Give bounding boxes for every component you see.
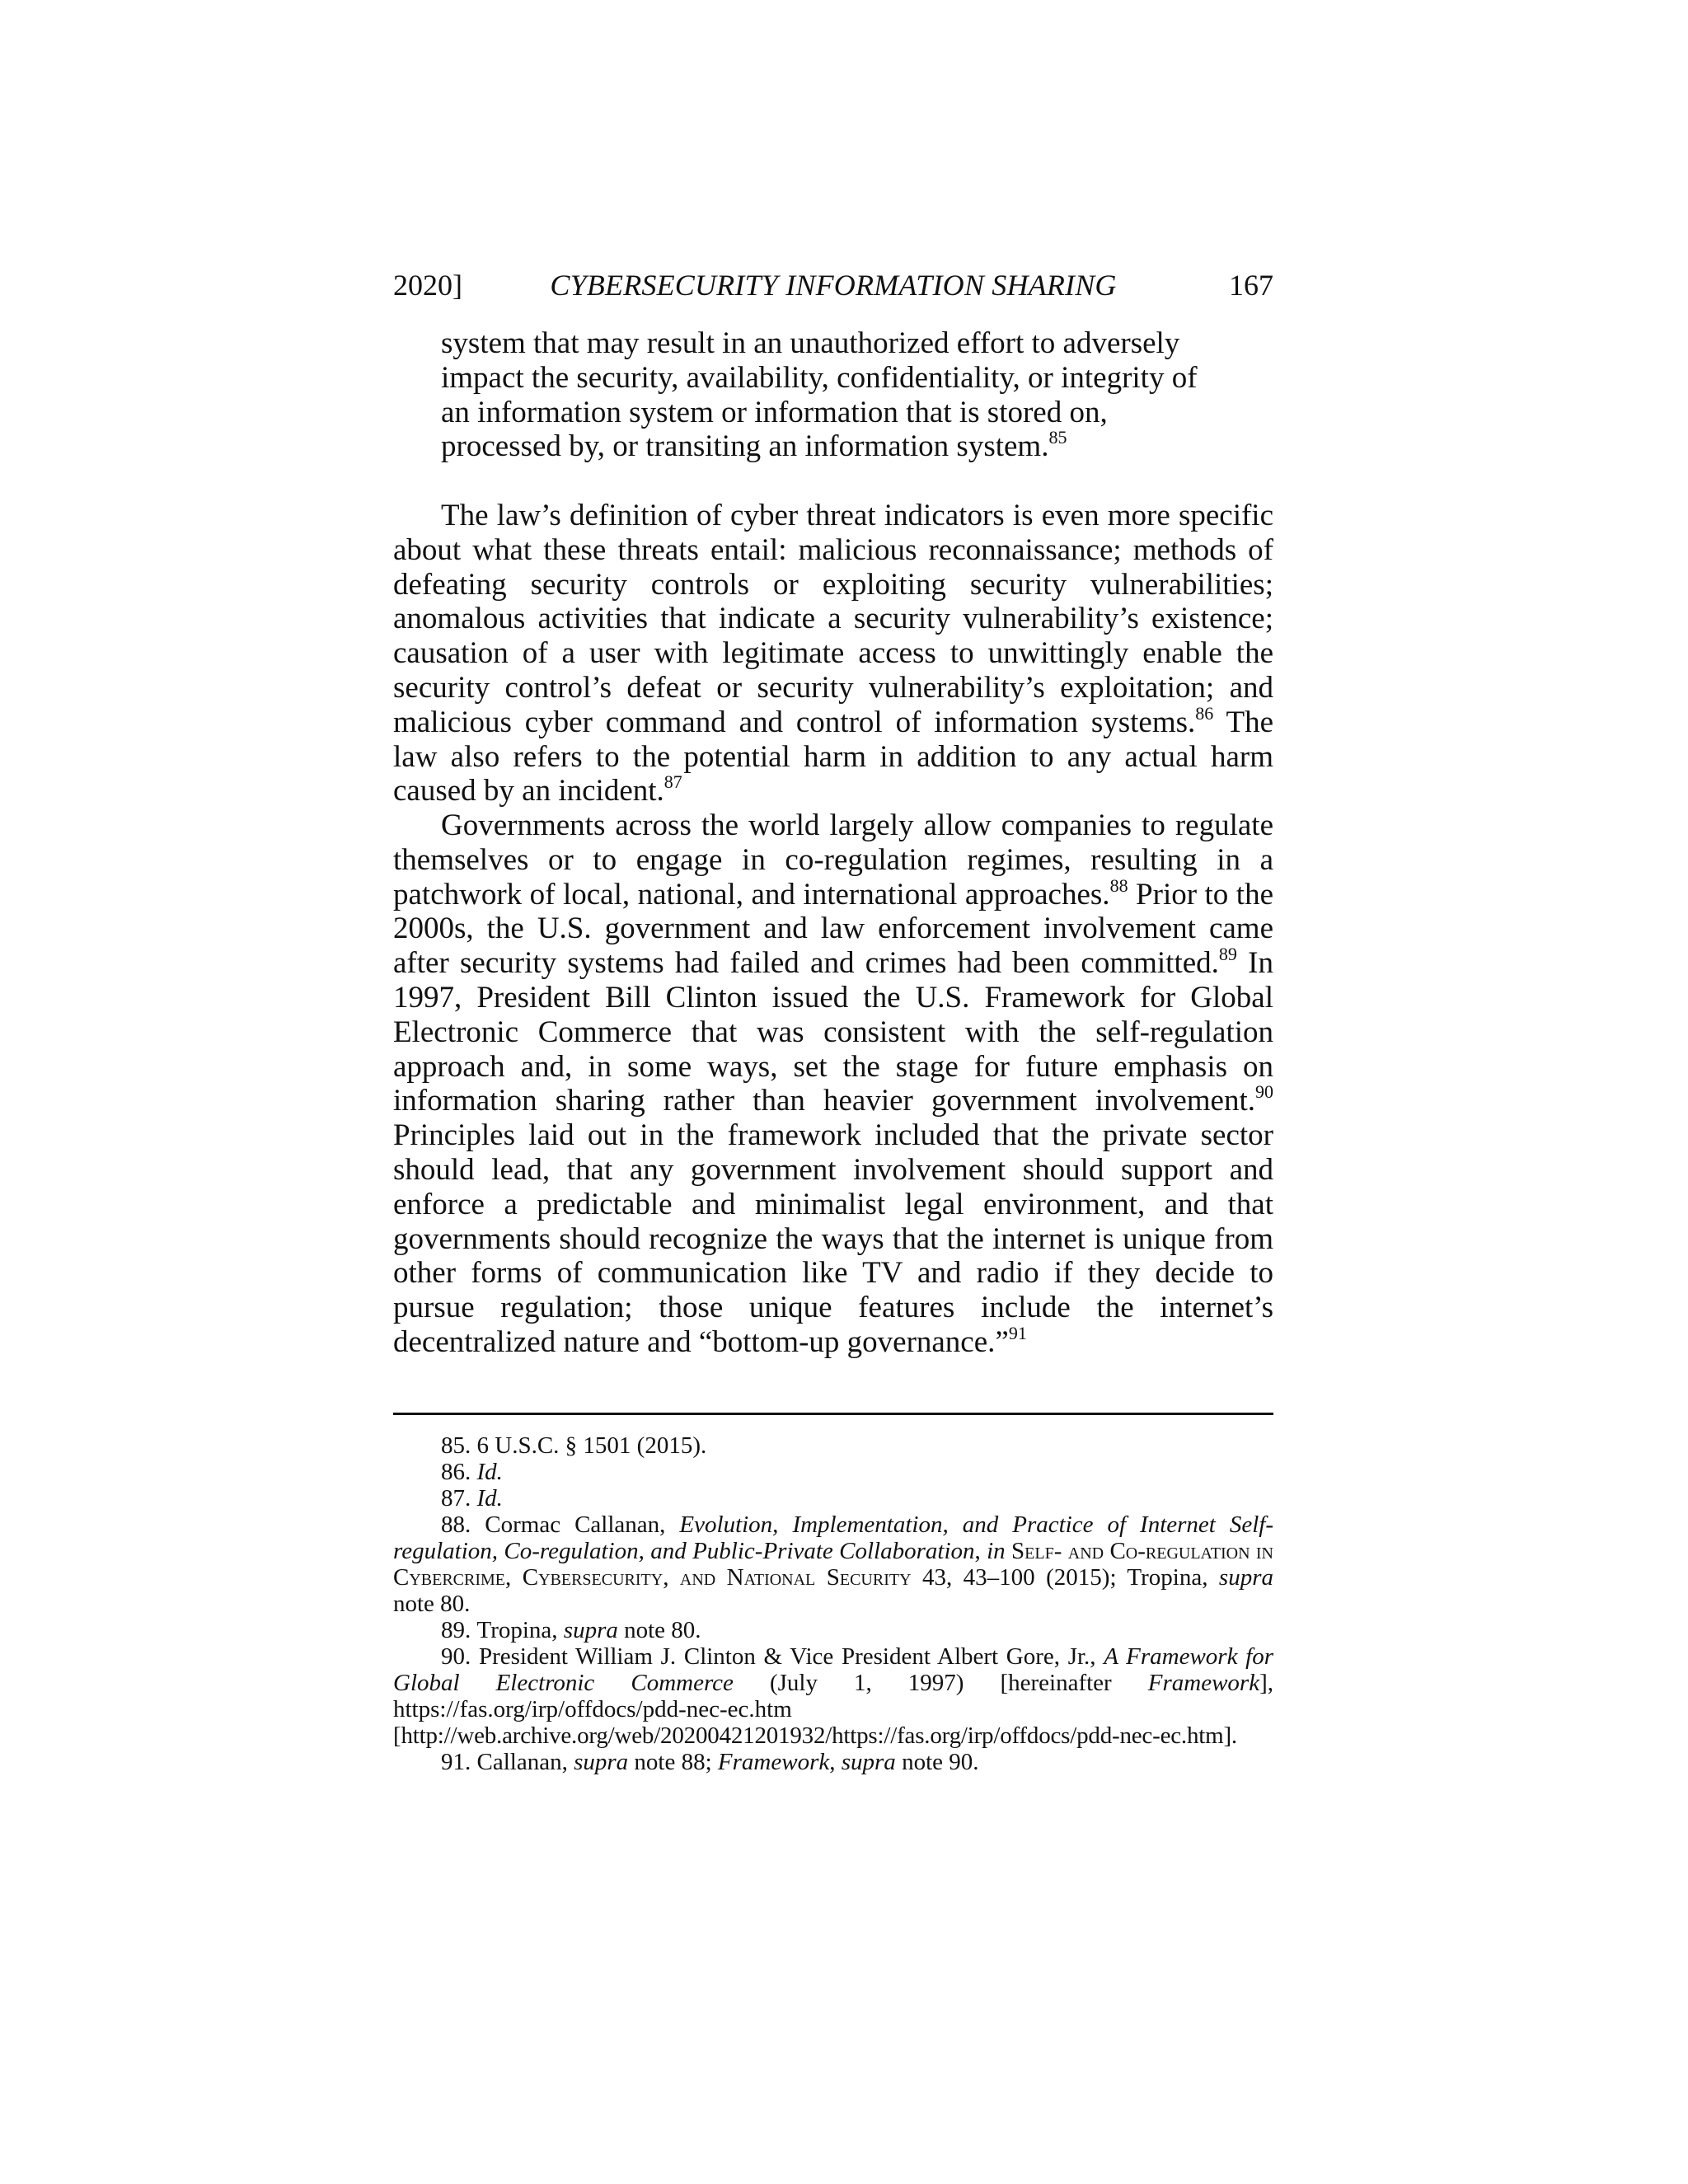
- footnote-text: (July 1, 1997) [hereinafter: [733, 1670, 1148, 1696]
- body-paragraph-1: [393, 499, 1273, 808]
- footnotes: [393, 1432, 1273, 1775]
- footnote-divider: [393, 1413, 1273, 1415]
- footnote-text: note 80.: [393, 1591, 471, 1617]
- footnote-supra: supra: [563, 1617, 618, 1643]
- paragraph-text: In 1997, President Bill Clinton issued the U.S. Framework for Global Electronic Commerce that was consistent with the self-regulation approach and, in some ways, set the stage for future emphasis on information sharing rather than heavier government involvement.: [393, 946, 1273, 1118]
- footnote-short-title: Framework: [717, 1749, 830, 1775]
- footnote-number: 88.: [441, 1511, 471, 1538]
- footnote-text: note 80.: [617, 1617, 701, 1643]
- paragraph-text: The law also refers to the potential harm in addition to any actual harm caused by an incident.: [393, 705, 1274, 808]
- block-quote: [441, 326, 1224, 464]
- footnote-ref: 87: [663, 771, 682, 793]
- footnote-number: 90.: [441, 1643, 471, 1670]
- footnote-url: ], https://fas.org/irp/offdocs/pdd-nec-ec.htm: [393, 1670, 1273, 1722]
- footnote-supra: supra: [1218, 1564, 1273, 1591]
- footnote-89: [393, 1617, 1273, 1643]
- footnote-ref: 86: [1195, 702, 1214, 724]
- footnote-in: in: [987, 1538, 1006, 1564]
- footnote-91: [393, 1749, 1273, 1775]
- page-number: 167: [1229, 269, 1273, 302]
- paragraph-text: Principles laid out in the framework included that the private sector should lead, that any government involvement should support and enforce a predictable and minimalist legal environment, and that governments should recognize the ways that the internet is unique from other forms of communication like TV and radio if they decide to pursue regulation; those unique features include the internet’s decentralized nature and “bottom-up governance.”: [393, 1118, 1273, 1359]
- paragraph-text: Prior to the 2000s, the U.S. government and law enforcement involvement came after security systems had failed and crimes had been committed.: [393, 877, 1273, 981]
- footnote-author: Tropina,: [476, 1617, 564, 1643]
- footnote-number: 86.: [441, 1459, 471, 1485]
- running-header: [393, 264, 1273, 307]
- footnote-author: Cormac Callanan,: [485, 1511, 680, 1538]
- block-quote-text: system that may result in an unauthorized effort to adversely impact the security, availability, confidentiality, or integrity of an information system or information that is stored on, processed by, or transiting an information system.: [441, 326, 1198, 464]
- footnote-ref: 89: [1218, 944, 1237, 965]
- paragraph-text: The law’s definition of cyber threat indicators is even more specific about what these threats entail: malicious reconnaissance; methods of defeating security controls or exploiting security vulnerabilities; anomalous activities that indicate a security vulnerability’s existence; causation of a user with legitimate access to unwittingly enable the security control’s defeat or security vulnerability’s exploitation; and malicious cyber command and control of information systems.: [393, 499, 1273, 739]
- footnote-ref: 88: [1109, 874, 1128, 896]
- paragraph-text: Governments across the world largely allow companies to regulate themselves or to engage in co-regulation regimes, resulting in a patchwork of local, national, and international approaches.: [393, 808, 1273, 912]
- footnote-text: note 88;: [628, 1749, 718, 1775]
- footnote-ref: 91: [1008, 1322, 1027, 1343]
- footnote-number: 87.: [441, 1485, 471, 1511]
- footnote-text: ,: [829, 1749, 842, 1775]
- footnote-number: 89.: [441, 1617, 471, 1643]
- footnote-author: Callanan,: [476, 1749, 574, 1775]
- footnote-text: ,: [974, 1538, 987, 1564]
- header-year: 2020]: [393, 269, 462, 302]
- footnote-supra: supra: [574, 1749, 629, 1775]
- footnote-text: 6 U.S.C. § 1501 (2015).: [476, 1432, 707, 1459]
- footnote-86: [393, 1459, 1273, 1485]
- footnote-90: [393, 1643, 1273, 1722]
- footnote-text: Id.: [476, 1485, 503, 1511]
- footnote-85: [393, 1432, 1273, 1459]
- footnote-90-archive-link[interactable]: [http://web.archive.org/web/20200421201932/https://fas.org/irp/offdocs/pdd-nec-ec.htm].: [393, 1722, 1237, 1749]
- footnote-text: 43, 43–100 (2015); Tropina,: [911, 1564, 1219, 1591]
- footnote-ref: 85: [1048, 427, 1067, 448]
- footnote-book-title: Self- and Co-regulation in Cybercrime, Cybersecurity, and National Security: [393, 1538, 1273, 1591]
- footnote-text: President William J. Clinton & Vice President Albert Gore, Jr.,: [478, 1643, 1104, 1670]
- footnote-88: [393, 1511, 1273, 1617]
- footnote-short-title: Framework: [1147, 1670, 1260, 1696]
- body-paragraph-2: [393, 808, 1273, 1360]
- footnote-article-title: A Framework for Global Electronic Commerce: [393, 1643, 1273, 1696]
- footnote-number: 91.: [441, 1749, 471, 1775]
- header-title: CYBERSECURITY INFORMATION SHARING: [550, 269, 1117, 302]
- footnote-text: Id.: [476, 1459, 503, 1485]
- footnote-87: [393, 1485, 1273, 1511]
- footnote-article-title: Evolution, Implementation, and Practice of Internet Self-regulation, Co-regulation, and Public-Private Collaboration: [393, 1511, 1273, 1564]
- footnote-text: note 90.: [895, 1749, 979, 1775]
- footnote-supra: supra: [841, 1749, 896, 1775]
- footnote-number: 85.: [441, 1432, 471, 1459]
- footnote-ref: 90: [1255, 1081, 1273, 1103]
